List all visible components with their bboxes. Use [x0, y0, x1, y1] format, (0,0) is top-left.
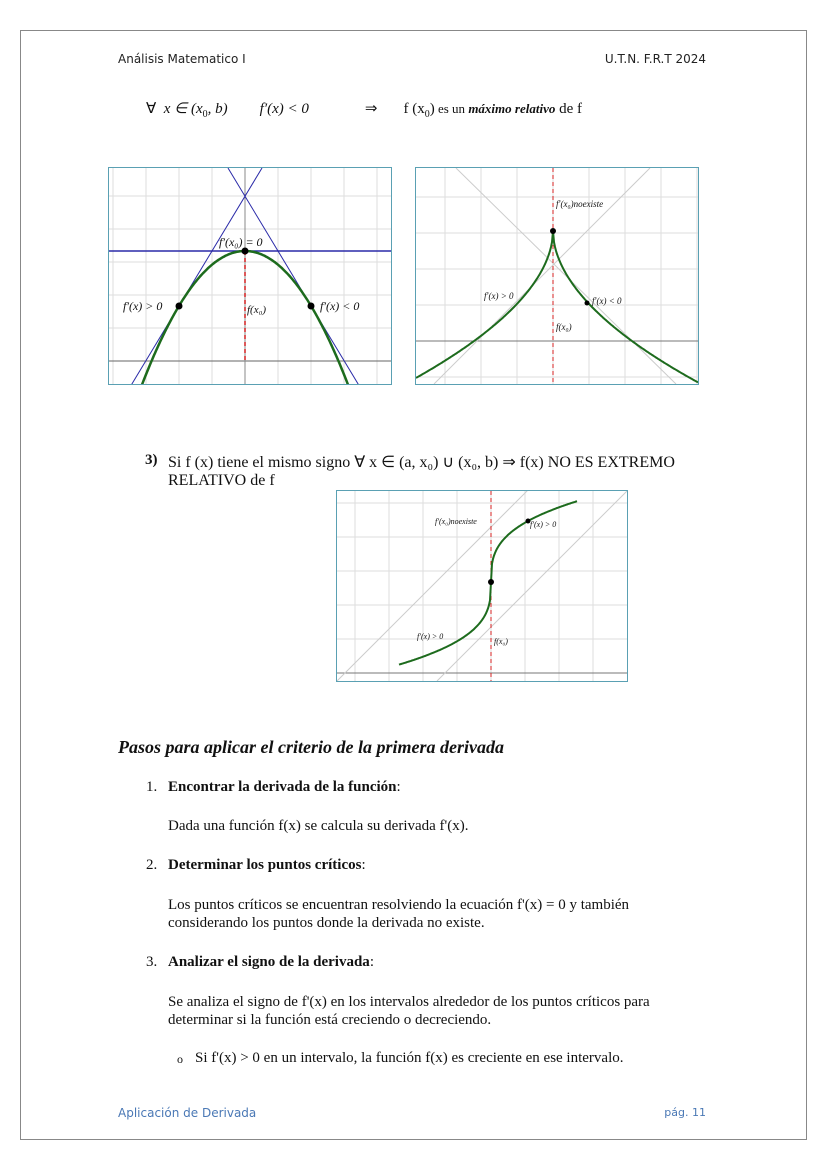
tangent-right: [228, 168, 381, 384]
footer-left: Aplicación de Derivada: [118, 1106, 257, 1120]
bullet-icon: o: [177, 1052, 183, 1066]
label-center: f(x₀): [247, 304, 267, 316]
point-right: [308, 303, 315, 310]
formula-max: ∀ x ∈ ($x_0$, b) f′(x) < 0 ⇒ f $(x_0)$ es un máximo relativo de f: [146, 101, 582, 120]
step-1-body: Dada una función f(x) se calcula su derivada f'(x).: [168, 818, 469, 834]
bullet-text: Si f'(x) > 0 en un intervalo, la función f(x) es creciente en ese intervalo.: [195, 1050, 624, 1066]
item3-line2: RELATIVO de f: [168, 472, 275, 489]
label-top: f′(x₀)noexiste: [556, 199, 604, 209]
header-left: Análisis Matematico I: [118, 52, 246, 66]
label-left: f′(x) > 0: [123, 299, 163, 313]
point-center: [488, 579, 494, 585]
tangent-right: [434, 168, 650, 384]
tangent-left: [109, 168, 262, 384]
label-left: f′(x) > 0: [417, 632, 444, 641]
grid: [337, 491, 627, 681]
step-3-body-2: determinar si la función está creciendo o decreciendo.: [168, 1012, 492, 1028]
point-left: [176, 303, 183, 310]
label-right: f′(x) > 0: [530, 520, 557, 529]
step-2-body-1: Los puntos críticos se encuentran resolviendo la ecuación f'(x) = 0 y también: [168, 897, 630, 913]
step-1-number: 1.: [146, 779, 158, 795]
graph-no-extremum: [336, 490, 628, 682]
header-right: U.T.N. F.R.T 2024: [604, 52, 706, 66]
step-2-number: 2.: [146, 857, 158, 873]
point-right: [585, 301, 590, 306]
item3-line1: Si f (x) tiene el mismo signo ∀ x ∈ (a, x₀) ∪ (x₀, b) ⇒ f(x) NO ES EXTREMO: [168, 454, 675, 471]
step-3-title: Analizar el signo de la derivada:: [168, 954, 374, 970]
label-right: f′(x) < 0: [320, 299, 360, 313]
graph-maximum-cusp: [415, 167, 699, 385]
label-center: f(x₀): [556, 322, 572, 332]
item3-number: 3): [145, 452, 158, 468]
label-right: f′(x) < 0: [592, 296, 622, 306]
graph-maximum-smooth: [108, 167, 392, 385]
label-top: f′(x₀) = 0: [219, 235, 263, 249]
step-2-body-2: considerando los puntos donde la derivada no existe.: [168, 915, 485, 931]
step-1-title: Encontrar la derivada de la función:: [168, 779, 401, 795]
step-3-body-1: Se analiza el signo de f'(x) en los intervalos alrededor de los puntos críticos para: [168, 994, 650, 1010]
point-cusp: [550, 228, 556, 234]
step-2-title: Determinar los puntos críticos:: [168, 857, 366, 873]
label-top: f′(x₀)noexiste: [435, 517, 477, 526]
label-left: f′(x) > 0: [484, 291, 514, 301]
label-center: f(x₀): [494, 637, 508, 646]
step-3-number: 3.: [146, 954, 158, 970]
footer-right: pág. 11: [664, 1106, 706, 1119]
section-title: Pasos para aplicar el criterio de la primera derivada: [118, 737, 504, 757]
